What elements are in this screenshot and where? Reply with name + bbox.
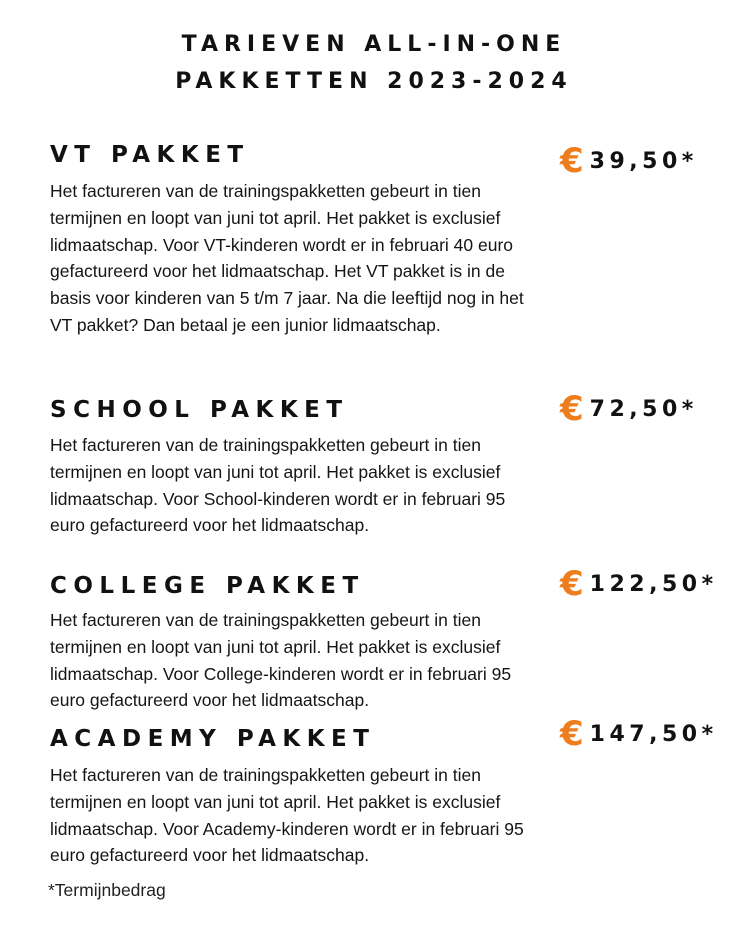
price-amount-college: 122,50* [589, 571, 718, 597]
package-name-academy: ACADEMY PAKKET [50, 726, 376, 752]
price-amount-vt: 39,50* [589, 148, 698, 174]
euro-icon: € [560, 714, 584, 754]
page-title-line-2: PAKKETTEN 2023-2024 [175, 69, 573, 94]
package-name-school: SCHOOL PAKKET [50, 397, 349, 423]
package-description-academy: Het factureren van de trainingspakketten gebeurt in tien termijnen en loopt van juni tot april. Het pakket is exclusief lidmaatschap. Voor Academy-kinderen wordt er in februari 95 euro gefactureerd voor het lidmaatschap. [50, 765, 524, 866]
euro-icon: € [560, 564, 584, 604]
euro-icon: € [560, 389, 584, 429]
package-description-vt: Het factureren van de trainingspakketten gebeurt in tien termijnen en loopt van juni tot april. Het pakket is exclusief lidmaatschap. Voor VT-kinderen wordt er in februari 40 euro gefactureerd voor het lidmaatschap. Het VT pakket is in de basis voor kinderen van 5 t/m 7 jaar. Na die leeftijd nog in het VT pakket? Dan betaal je een junior lidmaatschap. [50, 181, 524, 335]
price-academy [560, 714, 718, 754]
price-amount-school: 72,50* [589, 396, 698, 422]
package-name-vt: VT PAKKET [50, 142, 250, 168]
package-description-school: Het factureren van de trainingspakketten gebeurt in tien termijnen en loopt van juni tot april. Het pakket is exclusief lidmaatschap. Voor School-kinderen wordt er in februari 95 euro gefactureerd voor het lidmaatschap. [50, 435, 506, 536]
package-name-college: COLLEGE PAKKET [50, 573, 365, 599]
price-vt [560, 141, 698, 181]
page-title-line-1: TARIEVEN ALL-IN-ONE [181, 32, 567, 57]
price-college [560, 564, 718, 604]
price-school [560, 389, 698, 429]
euro-icon: € [560, 141, 584, 181]
price-amount-academy: 147,50* [589, 721, 718, 747]
footnote: *Termijnbedrag [48, 880, 166, 900]
package-description-college: Het factureren van de trainingspakketten gebeurt in tien termijnen en loopt van juni tot april. Het pakket is exclusief lidmaatschap. Voor College-kinderen wordt er in februari 95 euro gefactureerd voor het lidmaatschap. [50, 610, 512, 711]
page-title [0, 26, 748, 100]
